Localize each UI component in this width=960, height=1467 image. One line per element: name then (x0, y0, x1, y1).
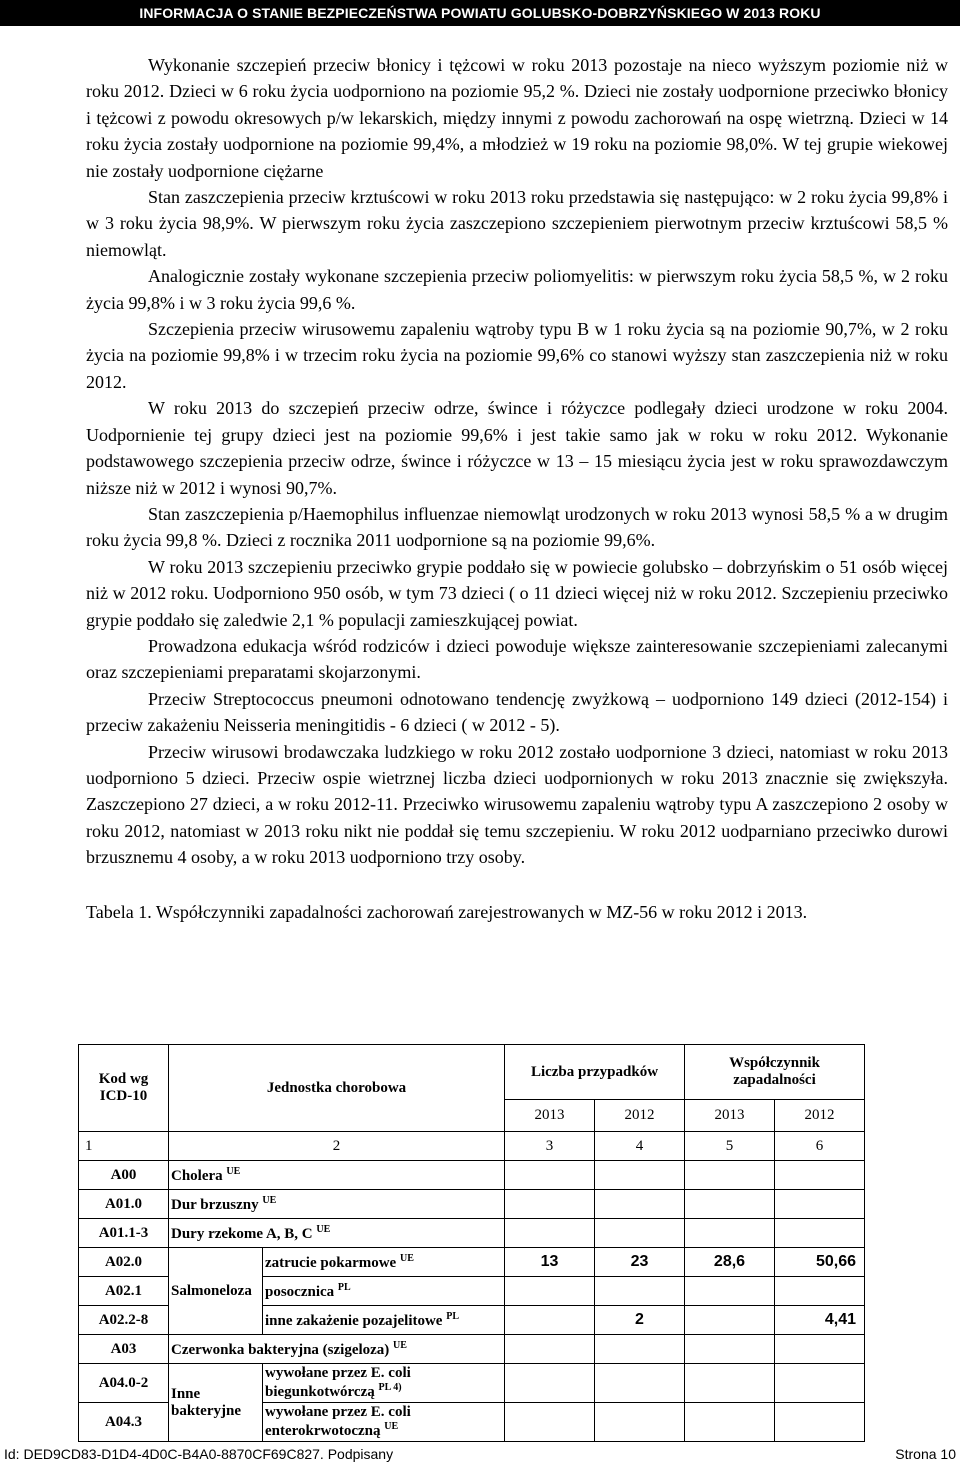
paragraph-mmr: W roku 2013 do szczepień przeciw odrze, śwince i różyczce podlegały dzieci urodzone w roku 2004. Uodpornienie tej grupy dzieci jest na poziomie 99,6% i jest takie samo jak w roku w roku 2012. Wykonanie podstawowego szczepienia przeciw odrze, śwince i różyczce w 13 – 15 miesiącu życia jest w roku sprawozdawczym niższe niż w 2012 i wynosi 90,7%. (86, 398, 948, 498)
paragraph-hpv-varicella: Przeciw wirusowi brodawczaka ludzkiego w roku 2012 zostało uodpornione 3 dzieci, natomiast w roku 2013 uodporniono 5 dzieci. Przeciw ospie wietrznej liczba dzieci uodpornionych w roku 2013 znacznie się zwiększyła. Zaszczepiono 27 dzieci, a w roku 2012-11. Przeciwko wirusowemu zapaleniu wątroby typu A zaszczepiono 2 osoby w roku 2012, natomiast w 2013 roku nikt nie poddał się temu szczepieniu. W roku 2012 uodparniano przeciwko durowi brzusznemu 4 osoby, a w roku 2013 uodporniono trzy osoby. (86, 741, 948, 868)
page-number: Strona 10 (895, 1446, 956, 1462)
value-cell (595, 1364, 685, 1403)
unit-name: zatrucie pokarmowe (265, 1254, 397, 1271)
value-cell (775, 1335, 865, 1364)
table-header-row (79, 1045, 865, 1100)
paragraph-education: Prowadzona edukacja wśród rodziców i dzieci powoduje większe zainteresowanie szczepieniami zalecanymi oraz szczepieniami preparatami skojarzonymi. (86, 635, 948, 683)
unit-name: Dury rzekome A, B, C (171, 1225, 313, 1242)
unit-name: Cholera (171, 1167, 223, 1184)
value-cell (775, 1364, 865, 1403)
value-cell: 23 (595, 1248, 685, 1277)
value-cell (505, 1219, 595, 1248)
unit-cell (263, 1364, 505, 1403)
year-cell: 2012 (775, 1100, 865, 1132)
paragraph-influenza: W roku 2013 szczepieniu przeciwko grypie poddało się w powiecie golubsko – dobrzyńskim o 51 osób więcej niż w 2012 roku. Uodporniono 950 osób, w tym 73 dzieci ( o 11 dzieci więcej niż w roku 2012. Szczepieniu przeciwko grypie poddało się zaledwie 2,1 % populacji zamieszkującej powiat. (86, 556, 948, 630)
unit-sup: UE (384, 1421, 399, 1432)
value-cell (685, 1190, 775, 1219)
value-cell (505, 1190, 595, 1219)
value-cell (775, 1190, 865, 1219)
colnum-cell: 2 (169, 1132, 505, 1161)
header-cases: Liczba przypadków (505, 1045, 685, 1100)
unit-name: Dur brzuszny (171, 1196, 259, 1213)
value-cell (595, 1190, 685, 1219)
unit-name: Czerwonka bakteryjna (szigeloza) (171, 1341, 390, 1358)
value-cell (595, 1277, 685, 1306)
code-cell: A03 (79, 1335, 169, 1364)
code-cell: A02.0 (79, 1248, 169, 1277)
table-caption: Tabela 1. Współczynniki zapadalności zachorowań zarejestrowanych w MZ-56 w roku 2012 i 2013. (86, 901, 808, 922)
value-cell (595, 1403, 685, 1442)
value-cell (775, 1219, 865, 1248)
unit-sup: UE (393, 1339, 407, 1351)
unit-sup: UE (399, 1252, 414, 1264)
unit-cell (169, 1219, 505, 1248)
value-cell (505, 1364, 595, 1403)
value-cell (505, 1403, 595, 1442)
value-cell: 13 (505, 1248, 595, 1277)
incidence-table (78, 1044, 865, 1442)
paragraph-hepatitis-b: Szczepienia przeciw wirusowemu zapaleniu wątroby typu B w 1 roku życia są na poziomie 90,7%, w 2 roku życia na poziomie 99,8% i w trzecim roku życia na poziomie 99,6% co stanowi wyższy stan zaszczepienia niż w roku 2012. (86, 319, 948, 392)
value-cell (595, 1219, 685, 1248)
paragraph-pneumococcus: Przeciw Streptococcus pneumoni odnotowano tendencję zwyżkową – uodporniono 149 dzieci (2012-154) i przeciw zakażeniu Neisseria meningitidis - 6 dzieci ( w 2012 - 5). (86, 688, 948, 736)
colnum-cell: 6 (775, 1132, 865, 1161)
value-cell (505, 1277, 595, 1306)
paragraph-pertussis: Stan zaszczepienia przeciw krztuścowi w roku 2013 roku przedstawia się następująco: w 2 roku życia 99,8% i w 3 roku życia 98,9%. W pierwszym roku życia zaszczepiono szczepieniem pierwotnym przeciw krztuścowi 58,5 % niemowląt. (86, 187, 948, 260)
value-cell (595, 1335, 685, 1364)
salmonella-group-cell: Salmoneloza (169, 1248, 263, 1335)
other-bacterial-group-cell: Inne bakteryjne (169, 1364, 263, 1442)
unit-name: posocznica (265, 1283, 335, 1300)
value-cell (595, 1161, 685, 1190)
value-cell (685, 1219, 775, 1248)
code-cell: A00 (79, 1161, 169, 1190)
paragraph-polio: Analogicznie zostały wykonane szczepienia przeciw poliomyelitis: w pierwszym roku życia 58,5 %, w 2 roku życia 99,8% i w 3 roku życia 99,6 %. (86, 266, 948, 313)
year-cell: 2013 (505, 1100, 595, 1132)
unit-sup: PL 4) (378, 1382, 402, 1393)
code-cell: A04.3 (79, 1403, 169, 1442)
unit-sup: PL (446, 1310, 459, 1322)
value-cell: 4,41 (775, 1306, 865, 1335)
code-cell: A01.0 (79, 1190, 169, 1219)
year-cell: 2013 (685, 1100, 775, 1132)
paragraph-haemophilus: Stan zaszczepienia p/Haemophilus influenzae niemowląt urodzonych w roku 2013 wynosi 58,5 % a w drugim roku życia 99,8 %. Dzieci z rocznika 2011 uodpornione są na poziomie 99,6%. (86, 503, 948, 551)
unit-name: inne zakażenie pozajelitowe (265, 1312, 443, 1329)
code-cell: A02.1 (79, 1277, 169, 1306)
value-cell (685, 1364, 775, 1403)
unit-cell (169, 1190, 505, 1219)
value-cell (505, 1161, 595, 1190)
table-row (79, 1219, 865, 1248)
value-cell: 2 (595, 1306, 685, 1335)
unit-sup: UE (226, 1165, 241, 1177)
unit-sup: PL (337, 1281, 351, 1293)
table-row (79, 1161, 865, 1190)
colnum-cell: 3 (505, 1132, 595, 1161)
paragraph-diphtheria-tetanus: Wykonanie szczepień przeciw błonicy i tężcowi w roku 2013 pozostaje na nieco wyższym poziomie niż w roku 2012. Dzieci w 6 roku życia uodporniono na poziomie 95,2 %. Dzieci nie zostały uodpornione przeciwko błonicy i tężcowi z powodu okresowych p/w lekarskich, między innymi z powodu zachorowań na ospę wietrzną. Dzieci w 14 roku życia zostały uodpornione na poziomie 99,4%, a młodzież w 19 roku na poziomie 98,0%. W tej grupie wiekowej nie zostały uodpornione ciężarne (86, 55, 948, 181)
unit-sup: UE (262, 1194, 277, 1206)
value-cell: 28,6 (685, 1248, 775, 1277)
unit-name: wywołane przez E. coli biegunkotwórczą (265, 1365, 411, 1400)
table-row (79, 1335, 865, 1364)
colnum-cell: 5 (685, 1132, 775, 1161)
document-body (86, 52, 948, 925)
header-unit: Jednostka chorobowa (169, 1045, 505, 1132)
value-cell (775, 1161, 865, 1190)
page-header: INFORMACJA O STANIE BEZPIECZEŃSTWA POWIATU GOLUBSKO-DOBRZYŃSKIEGO W 2013 ROKU (0, 0, 960, 26)
unit-cell (263, 1277, 505, 1306)
table-row (79, 1190, 865, 1219)
unit-name: wywołane przez E. coli enterokrwotoczną (265, 1404, 411, 1439)
value-cell (685, 1277, 775, 1306)
header-rate: Współczynnik zapadalności (685, 1045, 865, 1100)
unit-cell (263, 1403, 505, 1442)
table-row (79, 1248, 865, 1277)
table-row (79, 1364, 865, 1403)
code-cell: A01.1-3 (79, 1219, 169, 1248)
value-cell (685, 1403, 775, 1442)
table-colnum-row (79, 1132, 865, 1161)
value-cell: 50,66 (775, 1248, 865, 1277)
code-cell: A02.2-8 (79, 1306, 169, 1335)
colnum-cell: 4 (595, 1132, 685, 1161)
value-cell (685, 1161, 775, 1190)
value-cell (685, 1306, 775, 1335)
value-cell (505, 1306, 595, 1335)
header-code: Kod wg ICD-10 (79, 1045, 169, 1132)
document-id: Id: DED9CD83-D1D4-4D0C-B4A0-8870CF69C827. Podpisany (4, 1446, 394, 1462)
unit-cell (263, 1248, 505, 1277)
year-cell: 2012 (595, 1100, 685, 1132)
unit-sup: UE (316, 1223, 331, 1235)
unit-cell (169, 1335, 505, 1364)
value-cell (775, 1277, 865, 1306)
unit-cell (263, 1306, 505, 1335)
value-cell (505, 1335, 595, 1364)
value-cell (775, 1403, 865, 1442)
value-cell (685, 1335, 775, 1364)
colnum-cell: 1 (79, 1132, 169, 1161)
code-cell: A04.0-2 (79, 1364, 169, 1403)
unit-cell (169, 1161, 505, 1190)
